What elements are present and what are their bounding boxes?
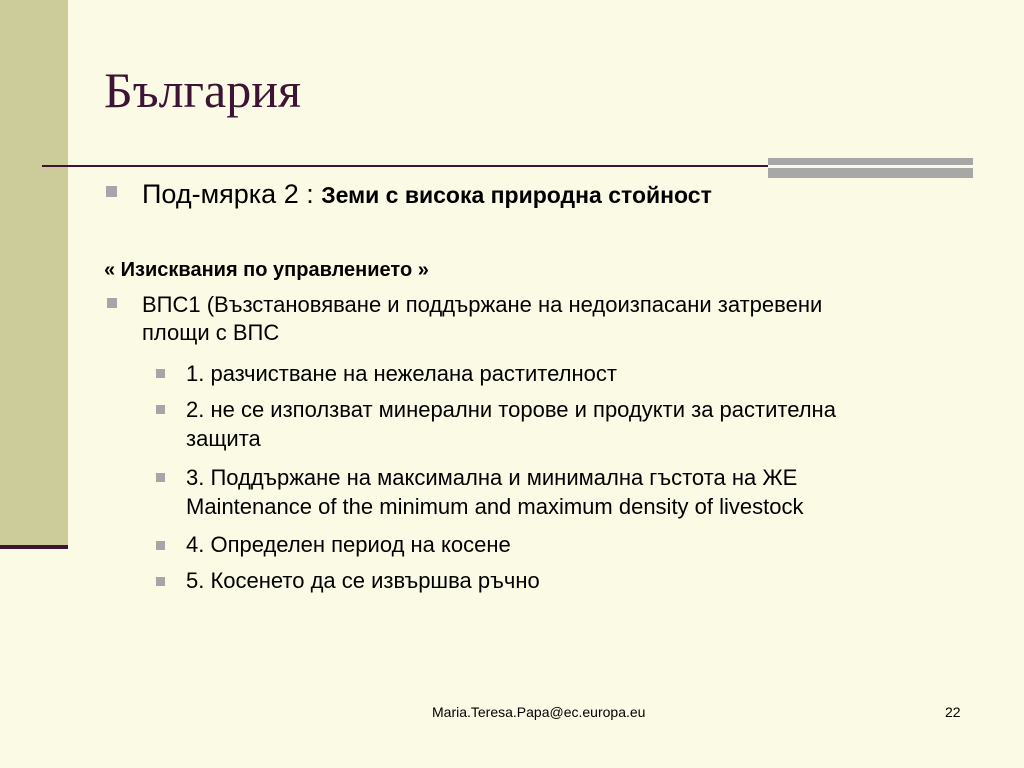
left-bar-underline <box>0 545 68 549</box>
sub-item-4: 4. Определен период на косене <box>186 532 511 557</box>
title-divider-accent <box>768 158 973 178</box>
sub-item-5: 5. Косенето да се извършва ръчно <box>186 568 540 593</box>
left-decorative-bar <box>0 0 68 545</box>
sub-item-2-line-1: 2. не се използват минерални торове и продукти за растителна <box>186 397 836 422</box>
square-bullet-icon <box>156 577 165 586</box>
slide-title: България <box>104 62 301 118</box>
submeasure-title: Земи с висока природна стойност <box>321 182 712 208</box>
square-bullet-icon <box>156 369 165 378</box>
sub-item-2-line-2: защита <box>186 426 261 451</box>
square-bullet-icon <box>107 298 117 308</box>
submeasure-heading <box>142 176 712 213</box>
square-bullet-icon <box>106 186 117 197</box>
sub-item-3-line-2: Maintenance of the minimum and maximum density of livestock <box>186 494 804 519</box>
main-bullet-line-2: площи с ВПС <box>142 320 280 345</box>
square-bullet-icon <box>156 405 165 414</box>
sub-item-3-line-1: 3. Поддържане на максимална и минимална гъстота на ЖЕ <box>186 465 798 490</box>
square-bullet-icon <box>156 473 165 482</box>
square-bullet-icon <box>156 541 165 550</box>
page-number: 22 <box>945 704 961 720</box>
footer-email: Maria.Teresa.Papa@ec.europa.eu <box>432 704 646 720</box>
requirements-label: « Изисквания по управлението » <box>104 259 429 281</box>
sub-item-1: 1. разчистване на нежелана растителност <box>186 361 617 386</box>
main-bullet-line-1: ВПС1 (Възстановяване и поддържане на недоизпасани затревени <box>142 292 823 317</box>
submeasure-prefix: Под-мярка 2 : <box>142 179 322 209</box>
